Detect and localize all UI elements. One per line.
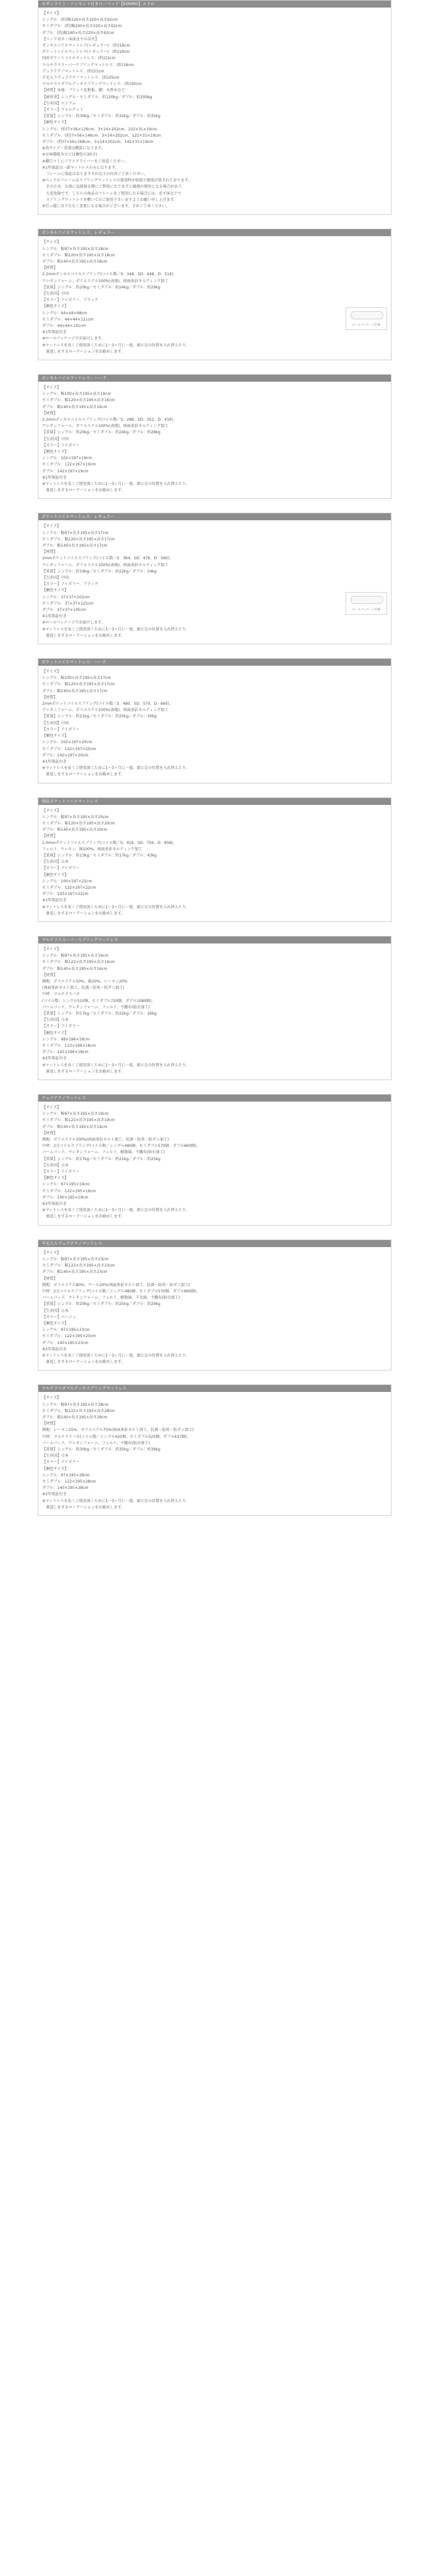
spec-block	[38, 658, 391, 783]
spec-line: シングル：37×37×102cm	[42, 595, 90, 600]
spec-line: 【材質】	[42, 411, 58, 416]
spec-line: セミダブル：幅120×長さ195×高さ18cm	[42, 253, 115, 258]
spec-line: ※1年保証は一部マットレスのみとなります。	[42, 165, 119, 170]
spec-line: マルチラススーパースプリングマットレス：(約)18cm	[42, 62, 134, 67]
spec-line: ※各サイズ・重量は概算になります。	[42, 146, 106, 151]
spec-line: 【重量】シングル：約21kg／セミダブル：約25kg／ダブル：30kg	[42, 714, 157, 719]
spec-line: セミダブル：122×197×22cm	[42, 885, 96, 890]
spec-line: 2.2mmボンネルコイルスプリング(コイル数／S：348、SD：448、D：514)、	[42, 272, 177, 277]
spec-line: 【梱包サイズ】	[42, 1321, 69, 1326]
spec-line: ※マットレスを長くご使用頂くために1〜3ヶ月に一度、頭と足の位置を入れ替えたり、	[42, 627, 190, 632]
spec-block-title: モダンライト・コンセント付きローベッド【EDDRO】エドロ	[38, 1, 391, 8]
spec-line: 【耐荷重】シングル・セミダブル：約120kg／ダブル：約200kg	[42, 94, 152, 100]
spec-line: 【材質】	[42, 266, 58, 271]
spec-line: ウレタンフォーム、ポリエステル100%(表地)、両面多針キルティング加工	[42, 278, 169, 283]
spec-line: パームパッド、ウレタンフォーム、フェルト、不織布(防虫加工)	[42, 1005, 150, 1010]
spec-line: ※2年保証付き	[42, 1202, 67, 1207]
spec-line: 側地：ポリエステル100%(両面多針キルト加工、抗菌・防臭・防ダニ加工)	[42, 1137, 169, 1143]
spec-line: 裏返しをするローテーションをお勧めします。	[42, 911, 125, 916]
spec-block-title: 国産ポケットコイルマットレス	[38, 798, 391, 805]
spec-block	[38, 513, 391, 644]
spec-line: ダブル：幅140×長さ195×高さ17cm	[42, 688, 108, 693]
spec-line: 【サイズ】	[42, 947, 61, 952]
spec-line: ダブル：37×37×145cm	[42, 608, 86, 613]
spec-line: ※ロールパッケージでお届けします。	[42, 336, 105, 341]
spec-block-body	[38, 666, 391, 782]
spec-line: 【カラー】アイボリー	[42, 443, 80, 448]
spec-line: シングル：44×44×98cm	[42, 311, 87, 316]
spec-block	[38, 797, 391, 922]
spec-line: 【重量】シングル：約30kg／セミダブル：約35kg／ダブル：約39kg	[42, 1447, 160, 1452]
spec-line: ※マットレスを長くご使用頂くために1〜3ヶ月に一度、頭と足の位置を入れ替えたり、	[42, 1498, 190, 1503]
spec-line: 【サイズ】	[42, 524, 61, 529]
spec-line: 【重量】シングル：約13kg／セミダブル：約17kg／ダブル：43kg	[42, 853, 157, 858]
spec-line: シングル：97×195×23cm	[42, 1328, 90, 1333]
spec-line: 【ベッド高さ・床面までの高さ】	[42, 37, 99, 42]
spec-line: 【梱包サイズ】	[42, 588, 69, 593]
spec-line: 裏返しをするローテーションをお勧めします。	[42, 1505, 125, 1510]
spec-line: 裏返しをするローテーションをお勧めします。	[42, 633, 125, 638]
spec-line: 裏返しをするローテーションをお勧めします。	[42, 1360, 125, 1365]
spec-line: ※マットレスを長くご使用頂くために1〜3ヶ月に一度、頭と足の位置を入れ替えたり、	[42, 904, 190, 909]
spec-line: 【重量】シングル：約20kg／セミダブル：約25kg／ダブル：約29kg	[42, 1302, 160, 1307]
spec-line: ※マットレスを長くご使用頂くために1〜3ヶ月に一度、頭と足の位置を入れ替えたり、	[42, 1208, 190, 1213]
spec-line: そのため、お体に直接寝る際にご利用になりますと破損の原因となる場合があり、	[42, 185, 186, 190]
spec-line: ウレタンフォーム、ポリエステル100%(表地)、両面多針キルティング加工	[42, 708, 169, 713]
spec-line: 【重量】シングル：約17kg／セミダブル：約21kg／ダブル：約25kg	[42, 1156, 160, 1161]
spec-block-title: ボンネルコイルマットレス：ハード	[38, 375, 391, 382]
spec-line: セミダブル：122×195×19cm	[42, 1188, 96, 1194]
spec-line: セミダブル：幅122×長さ195×高さ19cm	[42, 1118, 115, 1123]
spec-line: 【生産国】日本	[42, 1018, 69, 1023]
spec-line: 【カラー】アイボリー	[42, 1460, 80, 1465]
spec-line: シングル：幅100×長さ195×高さ17cm	[42, 676, 111, 681]
spec-line: 裏返しをするローテーションをお勧めします。	[42, 772, 125, 777]
spec-line: 裏返しをするローテーションをお勧めします。	[42, 1214, 125, 1219]
spec-line: パームパッド、ウレタンフォーム、フェルト、樹脂綿、不織布(防虫加工)	[42, 1150, 165, 1155]
spec-line: ※1年保証付き	[42, 475, 67, 480]
spec-line: 【サイズ】	[42, 1396, 61, 1401]
spec-line: 【サイズ】	[42, 11, 61, 16]
spec-line: 大変危険です。こちらの商品のフレームをご使用になる場合には、必ず床などで	[42, 191, 182, 196]
spec-block-body	[38, 520, 391, 644]
spec-line: 【生産国】中国	[42, 291, 69, 296]
spec-line: シングル：幅97×長さ195×高さ28cm	[42, 1402, 109, 1407]
spec-line: セミダブル：幅122×長さ195×高さ23cm	[42, 1263, 115, 1268]
spec-line: 【生産国】日本	[42, 1454, 69, 1459]
spec-block	[38, 0, 391, 215]
spec-line: 【材質】本体：プリント化粧板、脚：天然木など	[42, 88, 125, 93]
roll-package-figure	[346, 307, 387, 330]
spec-line: ※2年保証付き	[42, 1492, 67, 1497]
spec-block	[38, 229, 391, 360]
spec-line: ※2年保証付き	[42, 1056, 67, 1061]
spec-line: 側地：レーヨン25%、ポリエステル75%(両面多針キルト加工、抗菌・防臭・防ダニ加工)	[42, 1428, 194, 1433]
spec-line: ダブル：141×196×18cm	[42, 1050, 89, 1055]
spec-line: ダブル：幅140×長さ195×高さ16cm	[42, 966, 108, 971]
spec-line: 【カラー】ウォルナット	[42, 108, 84, 113]
spec-line: 【生産国】中国	[42, 576, 69, 581]
spec-line: 中材：2方コイルスプリング(コイル数／シングル480個、セミダブル570個、ダブル660個)、	[42, 1289, 201, 1294]
spec-line: セミダブル：123×196×18cm	[42, 1044, 96, 1049]
spec-line: スプリングマットレスを敷いてのご使用下さいますようお願い申し上げます。	[42, 197, 177, 202]
spec-line: 【カラー】アイボリー、ブラック	[42, 582, 99, 587]
spec-line: セミダブル：122×197×19cm	[42, 462, 96, 467]
spec-line: セミダブル：幅120×長さ195×高さ17cm	[42, 537, 115, 542]
spec-line: 国産ポケットコイルマットレス：(約)22cm	[42, 56, 116, 61]
rolled-mattress-icon	[351, 311, 383, 319]
spec-line: 側地：ポリエステル80%、ウール20%(両面多針キルト加工、抗菌・防臭・防ダニ加工)	[42, 1282, 190, 1287]
spec-line: ※棚口コミにプラスドライバーをご用意ください。	[42, 159, 128, 164]
spec-line: ダブル：142×197×20cm	[42, 753, 89, 758]
spec-line: ダブル：143×197×22cm	[42, 892, 89, 897]
spec-line: 【生産国】中国	[42, 721, 69, 726]
spec-line: (両面多針キルト加工、抗菌・防臭・防ダニ加工)	[42, 986, 125, 991]
spec-block-body	[38, 805, 391, 921]
spec-line: セミダブル：幅120×長さ195×高さ16cm	[42, 398, 115, 403]
spec-line: シングル：97×195×19cm	[42, 1182, 90, 1187]
spec-line: セミダブル：122×195×23cm	[42, 1334, 96, 1339]
spec-line: シングル：幅97×長さ195×高さ18cm	[42, 246, 109, 251]
spec-line: 【重量】シングル：約17kg／セミダブル：約22kg／ダブル：26kg	[42, 1012, 157, 1016]
spec-line: マルチラスダブルデッキスプリングマットレス：(約)30cm	[42, 82, 142, 87]
spec-line: シングル：幅97×長さ195×高さ19cm	[42, 1112, 109, 1117]
spec-block-title: ボンネルコイルマットレス：レギュラー	[38, 229, 391, 236]
spec-line: 2.0mmポケットコイルスプリング(コイル数／S：416、SD：756、D：858)、	[42, 840, 177, 845]
spec-line: セミダブル：幅120×長さ195×高さ20cm	[42, 821, 115, 826]
spec-line: シングル：102×197×19cm	[42, 456, 93, 461]
spec-line: 【梱包サイズ】	[42, 872, 69, 877]
spec-line: シングル：97×195×28cm	[42, 1473, 90, 1478]
spec-block-title: ポケットコイルマットレス：ハード	[38, 659, 391, 666]
roll-package-figure	[346, 592, 387, 615]
spec-line: 【材質】	[42, 1131, 58, 1136]
spec-line: 【サイズ】	[42, 1105, 61, 1110]
spec-line: ボンネルコイルマットレス(レギュラー)：(約)18cm	[42, 43, 130, 48]
spec-line: 中材：マルチラスバネ	[42, 992, 80, 997]
spec-line: ダブル：(約)幅160×長さ220×高さ62cm	[42, 30, 115, 35]
spec-line: ※マットレスを長くご使用頂くために1〜3ヶ月に一度、頭と足の位置を入れ替えたり、	[42, 482, 190, 486]
spec-line: 【材質】	[42, 695, 58, 700]
spec-line: 【材質】	[42, 834, 58, 839]
spec-line: セミダブル：122×195×28cm	[42, 1479, 96, 1484]
spec-line: セミダブル：(約)幅140×長さ220×高さ62cm	[42, 24, 122, 29]
spec-block-title: マルチラスダブルデッキスプリングマットレス	[38, 1385, 391, 1392]
spec-line: 2mmポケットコイルスプリング(コイル数／S：364、SD：476、D：560)、	[42, 556, 173, 561]
spec-line: ダブル：幅140×長さ195×高さ23cm	[42, 1270, 108, 1275]
spec-line: 側地：ポリエステル50%、綿20%、レーヨン20%	[42, 979, 128, 984]
spec-line: ※マットレスを長くご使用頂くために1〜3ヶ月に一度、頭と足の位置を入れ替えたり、	[42, 1063, 190, 1068]
spec-line: ※ベッドのフレームはスプリングマットレスの使用時が前提で強度計算されております。	[42, 178, 192, 183]
spec-line: フレームに保証はありますそれ以下の内容ご了承ください。	[42, 172, 148, 177]
spec-line: ※ロールパッケージでお届けします。	[42, 620, 105, 625]
spec-line: 【生産国】日本	[42, 1163, 69, 1168]
spec-line: シングル：幅100×長さ195×高さ16cm	[42, 392, 111, 397]
spec-line: セミダブル：幅120×長さ195×高さ17cm	[42, 682, 115, 687]
spec-line: 【重量】シングル：約19kg／セミダブル：約22kg／ダブル：24kg	[42, 569, 157, 574]
spec-block	[38, 1094, 391, 1226]
spec-line: 2mmポケットコイルスプリング(コイル数／S：480、SD：570、D：660)、	[42, 702, 173, 707]
spec-line: ダブル：幅140×長さ195×高さ18cm	[42, 259, 108, 264]
spec-line: パームパッド、ウレタンフォーム、フェルト、不織布(防虫加工)	[42, 1440, 150, 1445]
spec-line: 羊毛入りデュラテクノマットレス：(約)25cm	[42, 76, 120, 81]
rolled-mattress-icon	[351, 596, 383, 604]
spec-line: ダブル：幅140×長さ195×高さ19cm	[42, 1124, 108, 1129]
spec-block	[38, 374, 391, 499]
spec-line: ポケットコイルマットレス(レギュラー)：(約)19cm	[42, 50, 130, 55]
spec-block-body	[38, 1392, 391, 1515]
spec-line: ※引っ越しは予告なく変更になる場合がございます。予めご了承ください。	[42, 204, 170, 209]
spec-block-body	[38, 8, 391, 214]
spec-line: シングル：幅97×長さ195×高さ23cm	[42, 1257, 109, 1262]
spec-line: シングル：98×196×18cm	[42, 1037, 90, 1042]
spec-block	[38, 936, 391, 1080]
spec-block-body	[38, 1247, 391, 1371]
spec-block-title: マルチラススーパースプリングマットレス	[38, 937, 391, 943]
spec-line: 【重量】シングル：約30kg／セミダブル：約32kg／ダブル：約35kg	[42, 114, 160, 119]
spec-line: ※お客様組み立て(1梱包の30分)	[42, 152, 98, 157]
spec-line: 【カラー】アイボリー	[42, 866, 80, 871]
spec-line: 【サイズ】	[42, 670, 61, 675]
spec-line: 【重量】シングル：約20kg／セミダブル：約24kg／ダブル：約28kg	[42, 430, 160, 435]
spec-line: 【サイズ】	[42, 240, 61, 245]
spec-block-body	[38, 1102, 391, 1225]
spec-line: シングル：幅97×長さ195×高さ17cm	[42, 530, 109, 535]
spec-line: セミダブル：(約)7×56×146cm、3×14×202cm、122×31×19cm	[42, 133, 161, 138]
spec-line: 裏返しをするローテーションをお勧めします。	[42, 488, 125, 493]
spec-block	[38, 1240, 391, 1371]
spec-line: 中材：マルチラスバネ(コイル数／シングル420個、セミダブル525個、ダブル637個)、	[42, 1434, 191, 1439]
roll-package-caption: ロールパッケージ仕様	[352, 608, 381, 612]
spec-block-title: ポケットコイルマットレス：レギュラー	[38, 513, 391, 520]
spec-line: シングル：幅97×長さ195×高さ20cm	[42, 814, 109, 819]
spec-line: 【カラー】アイボリー	[42, 1170, 80, 1175]
spec-line: ダブル：140×195×23cm	[42, 1340, 89, 1345]
spec-line: フェルト、ウレタン、綿100%、両面多針キルティング加工	[42, 846, 142, 852]
spec-line: ダブル：140×195×19cm	[42, 1195, 89, 1200]
spec-line: ウレタンフォーム、ポリエステル100%(表地)、両面多針キルティング加工	[42, 562, 169, 567]
spec-line: シングル：102×197×20cm	[42, 740, 93, 745]
spec-line: 中材：2方コイルスプリング(コイル数／シングル480個、セミダブル570個、ダブル660個)、	[42, 1144, 201, 1149]
spec-line: ウレタンフォーム、ポリエステル100%(表地)、両面多針キルティング加工	[42, 424, 169, 429]
spec-line: 【カラー】アイボリー	[42, 727, 80, 732]
spec-line: ※マットレスを長くご使用頂くために1〜3ヶ月に一度、頭と足の位置を入れ替えたり、	[42, 1353, 190, 1358]
spec-line: セミダブル：幅122×長さ195×高さ28cm	[42, 1408, 115, 1413]
spec-line: 【梱包サイズ】	[42, 304, 69, 309]
spec-page	[38, 0, 391, 1530]
spec-line: 【カラー】アイボリー、ブラック	[42, 298, 99, 303]
spec-line: ※マットレスを長くご使用頂くために1〜3ヶ月に一度、頭と足の位置を入れ替えたり、	[42, 343, 190, 348]
spec-line: セミダブル：幅122×長さ195×高さ16cm	[42, 960, 115, 965]
spec-line: 【梱包サイズ】	[42, 449, 69, 454]
spec-line: ダブル：142×197×19cm	[42, 469, 89, 474]
spec-line: 【重量】シングル：約20kg／セミダブル：約24kg／ダブル：約29kg	[42, 285, 160, 290]
spec-line: 【サイズ】	[42, 808, 61, 813]
spec-line: 【梱包サイズ】	[42, 1030, 69, 1035]
spec-line: セミダブル：37×37×125cm	[42, 601, 94, 606]
spec-line: ※1年保証付き	[42, 759, 67, 764]
spec-line: ダブル：幅140×長さ195×高さ17cm	[42, 544, 108, 549]
spec-line: 裏返しをするローテーションをお勧めします。	[42, 349, 125, 354]
spec-line: 【生産国】日本	[42, 1308, 69, 1313]
spec-block-body	[38, 943, 391, 1080]
spec-line: ※1年保証付き	[42, 330, 67, 335]
spec-line: 裏返しをするローテーションをお勧めします。	[42, 1069, 125, 1074]
spec-line: セミダブル：122×197×20cm	[42, 746, 96, 751]
spec-block-title: デュラテクノマットレス	[38, 1095, 391, 1102]
spec-line: 【梱包サイズ】	[42, 1176, 69, 1181]
spec-line: デュラテクノマットレス：(約)21cm	[42, 69, 104, 74]
spec-line: ※1年保証付き	[42, 614, 67, 619]
spec-line: ダブル：幅140×長さ195×高さ28cm	[42, 1415, 108, 1420]
spec-line: 【材質】	[42, 1422, 58, 1427]
spec-line: 【材質】	[42, 972, 58, 977]
spec-line: ※2年保証付き	[42, 1347, 67, 1352]
spec-line: シングル：(約)7×56×126cm、3×14×202cm、102×31×19cm	[42, 127, 157, 132]
spec-line: ダブル：幅140×長さ195×高さ16cm	[42, 404, 108, 409]
spec-line: 【材質】	[42, 1276, 58, 1281]
spec-line: シングル：100×197×22cm	[42, 879, 93, 884]
spec-line: 【サイズ】	[42, 1250, 61, 1255]
spec-line: 【生産国】日本	[42, 860, 69, 865]
spec-line: (コイル数：シングル510個、セミダブル720個、ダブル1080個)、	[42, 998, 155, 1003]
spec-line: 2.2mmボンネルコイルスプリング(コイル数／S：288、SD：352、D：416)、	[42, 417, 177, 422]
spec-block-title: 羊毛入りデュラテクノマットレス	[38, 1240, 391, 1247]
spec-block-body	[38, 236, 391, 360]
spec-line: 【カラー】アイボリー	[42, 1024, 80, 1029]
spec-line: 【カラー】ベージュ	[42, 1314, 76, 1319]
spec-line: ※マットレスを長くご使用頂くために1〜3ヶ月に一度、頭と足の位置を入れ替えたり、	[42, 766, 190, 771]
spec-line: 【梱包サイズ】	[42, 734, 69, 739]
spec-line: 【材質】	[42, 550, 58, 555]
spec-line: パームパッド、ウレタンフォーム、フェルト、樹脂綿、羊毛綿、不織布(防虫加工)	[42, 1296, 180, 1301]
spec-line: 【梱包サイズ】	[42, 120, 69, 125]
roll-package-caption: ロールパッケージ仕様	[352, 324, 381, 328]
spec-line: ※1年保証付き	[42, 898, 67, 903]
spec-line: シングル：幅97×長さ195×高さ16cm	[42, 954, 109, 959]
spec-line: 【梱包サイズ】	[42, 1466, 69, 1471]
spec-line: シングル：(約)幅120×長さ220×高さ62cm	[42, 18, 118, 23]
spec-line: 【生産国】ベトナム	[42, 101, 76, 106]
spec-line: ダブル：幅140×長さ195×高さ20cm	[42, 828, 108, 833]
spec-block-body	[38, 382, 391, 498]
spec-line: ダブル：(約)7×56×168cm、3×14×202cm、142×31×19cm	[42, 140, 154, 145]
spec-line: ダブル：44×44×141cm	[42, 323, 86, 328]
spec-line: 【生産国】中国	[42, 436, 69, 442]
spec-line: 【サイズ】	[42, 385, 61, 390]
spec-line: セミダブル：44×44×121cm	[42, 317, 94, 322]
spec-line: ダブル：140×195×28cm	[42, 1486, 89, 1491]
spec-block	[38, 1384, 391, 1516]
